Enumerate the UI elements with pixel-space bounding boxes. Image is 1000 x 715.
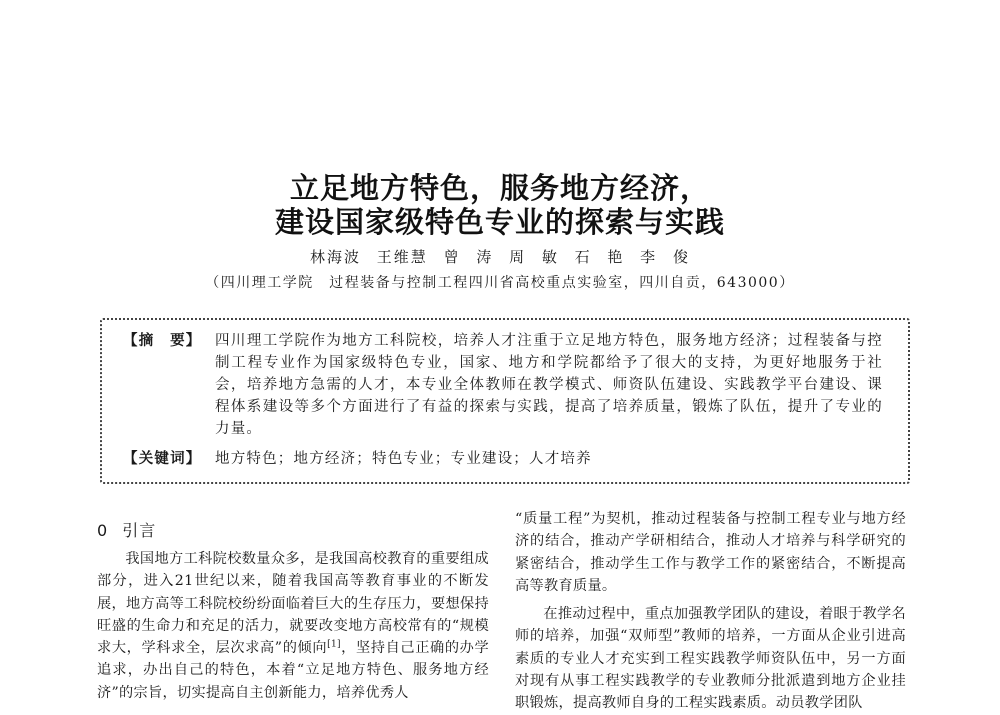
keywords-text: 地方特色；地方经济；特色专业；专业建设；人才培养 bbox=[215, 451, 592, 467]
intro-text-part2: ，坚持自己正确的办学追求，办出自己的特色，本着“立足地方特色、服务地方经济”的宗旨，切实提高自主创新能力，培养优秀人 bbox=[97, 640, 489, 701]
citation-ref: [1] bbox=[327, 639, 341, 650]
intro-text-part1: 我国地方工科院校数量众多，是我国高校教育的重要组成部分，进入21世纪以来，随着我国高等教育事业的不断发展，地方高等工科院校纷纷面临着巨大的生存压力，要想保持旺盛的生命力和充足的活力，就要改变地方高校常有的“规模求大，学科求全，层次求高”的倾向 bbox=[97, 551, 489, 657]
section-number: 0 bbox=[97, 521, 109, 540]
section-heading-introduction bbox=[97, 518, 170, 541]
intro-paragraph bbox=[97, 548, 489, 704]
affiliation: （四川理工学院 过程装备与控制工程四川省高校重点实验室，四川自贡，643000） bbox=[205, 275, 795, 291]
abstract-label: 【摘 要】 bbox=[123, 333, 202, 349]
keywords-label: 【关键词】 bbox=[123, 451, 202, 467]
right-paragraph-2: 在推动过程中，重点加强教学团队的建设，着眼于教学名师的培养，加强“双师型”教师的培养，一方面从企业引进高素质的专业人才充实到工程实践教学师资队伍中，另一方面对现有从事工程实践教学的专业教师分批派遣到地方企业挂职锻炼，提高教师自身的工程实践素质。动员教学团队 bbox=[515, 606, 906, 712]
abstract-block bbox=[123, 330, 883, 467]
section-title: 引言 bbox=[122, 521, 157, 540]
right-paragraph-1: “质量工程”为契机，推动过程装备与控制工程专业与地方经济的结合，推动产学研相结合，推动人才培养与科学研究的紧密结合，推动学生工作与教学工作的紧密结合，不断提高高等教育质量。 bbox=[515, 511, 906, 594]
right-column bbox=[515, 508, 906, 715]
left-column bbox=[97, 548, 489, 704]
paper-title-line2: 建设国家级特色专业的探索与实践 bbox=[274, 205, 725, 239]
keywords-row bbox=[123, 448, 883, 470]
authors: 林海波 王维慧 曾 涛 周 敏 石 艳 李 俊 bbox=[310, 248, 690, 266]
abstract-text: 四川理工学院作为地方工科院校，培养人才注重于立足地方特色，服务地方经济；过程装备与控制工程专业作为国家级特色专业，国家、地方和学院都给予了很大的支持，为更好地服务于社会，培养地方急需的人才，本专业全体教师在教学模式、师资队伍建设、实践教学平台建设、课程体系建设等多个方面进行了有益的探索与实践，提高了培养质量，锻炼了队伍，提升了专业的力量。 bbox=[215, 333, 883, 437]
paper-title-line1: 立足地方特色，服务地方经济， bbox=[289, 171, 710, 205]
